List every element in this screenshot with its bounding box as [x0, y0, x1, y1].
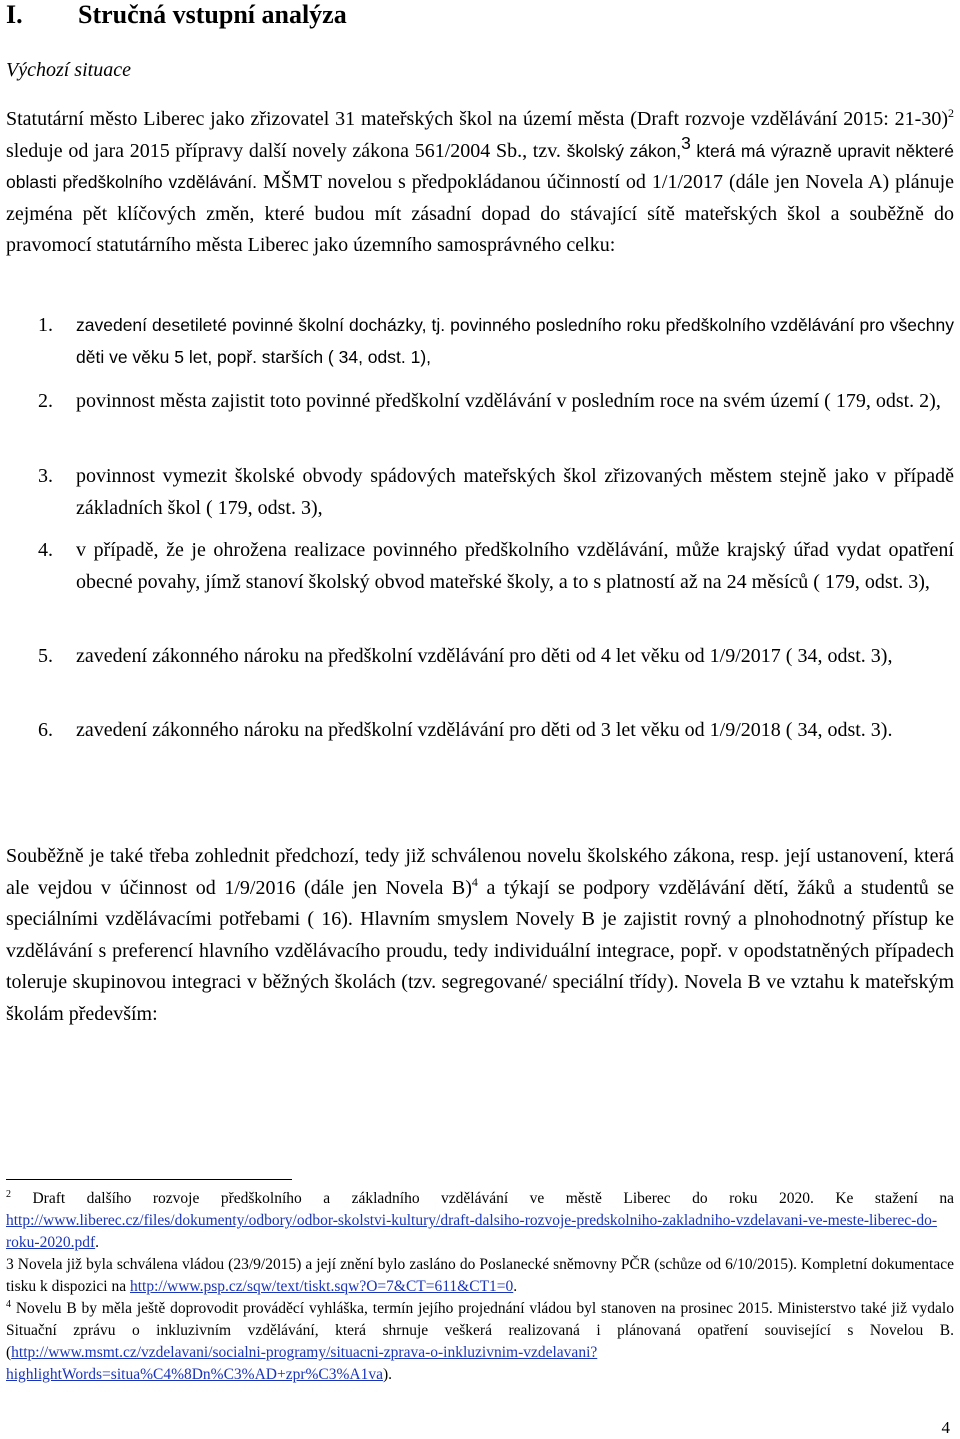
list-item-text: povinnost města zajistit toto povinné předškolní vzdělávání v posledním roce na svém území ( 179, odst. 2), [76, 390, 941, 412]
list-item-text: zavedení zákonného nároku na předškolní vzdělávání pro děti od 3 let věku od 1/9/2018 ( 34, odst. 3). [76, 719, 893, 741]
list-item-number: 6. [38, 719, 53, 741]
list-item-number: 2. [38, 390, 53, 412]
footnote-2-end: . [95, 1234, 99, 1251]
section-number: I. [6, 0, 23, 29]
second-text-1: Souběžně je také třeba zohlednit předchozí, tedy již schválenou novelu školského zákona, resp. její ustanovení, která ale vejdou v účinnost od 1/9/2016 (dále jen Novela B) [6, 845, 954, 899]
list-item-number: 4. [38, 539, 53, 561]
intro-text-1: Statutární město Liberec jako zřizovatel 31 mateřských škol na území města (Draft rozvoje vzdělávání 2015: 21-30) [6, 108, 948, 130]
footnotes [6, 1188, 954, 1386]
intro-paragraph [6, 104, 954, 262]
footnote-separator [6, 1179, 292, 1180]
footnote-4-marker: 4 [6, 1299, 11, 1310]
intro-text-3: školský zákon, [566, 140, 682, 161]
list-item [38, 715, 954, 747]
footnote-4 [6, 1298, 954, 1386]
list-item [38, 535, 954, 598]
footnote-2-marker: 2 [6, 1189, 11, 1200]
list-item-number: 3. [38, 465, 53, 487]
footnote-3-end: . [513, 1278, 518, 1295]
section-heading [6, 0, 347, 30]
footnote-3-link[interactable]: http://www.psp.cz/sqw/text/tiskt.sqw?O=7&CT=611&CT1=0 [130, 1278, 514, 1295]
list-item-number: 1. [38, 314, 53, 336]
list-item [38, 386, 954, 418]
second-paragraph [6, 841, 954, 1030]
list-item-text: v případě, že je ohrožena realizace povinného předškolního vzdělávání, může krajský úřad vydat opatření obecné povahy, jímž stanoví školský obvod mateřské školy, a to s platností až na 24 měsíců ( 179, odst. 3), [76, 539, 954, 593]
footnote-4-link[interactable]: http://www.msmt.cz/vzdelavani/socialni-programy/situacni-zprava-o-inkluzivnim-vzdelavani?highlightWords=situa%C4%8Dn%C3%AD+zpr%C3%A1va [6, 1344, 598, 1383]
footnote-ref-4[interactable]: 4 [471, 874, 478, 889]
footnote-3 [6, 1254, 954, 1298]
footnote-ref-2[interactable]: 2 [948, 106, 954, 120]
intro-text-2: sleduje od jara 2015 přípravy další novely zákona 561/2004 Sb., tzv. [6, 139, 567, 162]
page-number: 4 [941, 1418, 950, 1437]
list-item [38, 310, 954, 373]
section-title: Stručná vstupní analýza [78, 0, 347, 29]
footnote-ref-3[interactable]: 3 [681, 132, 691, 153]
footnote-2-text: Draft dalšího rozvoje předškolního a základního vzdělávání ve městě Liberec do roku 2020. Ke stažení na [11, 1190, 954, 1207]
list-item-text: zavedení desetileté povinné školní docházky, tj. povinného posledního roku předškolního vzdělávání pro všechny děti ve věku 5 let, popř. starších ( 34, odst. 1), [76, 315, 954, 367]
list-item-text: zavedení zákonného nároku na předškolní vzdělávání pro děti od 4 let věku od 1/9/2017 ( 34, odst. 3), [76, 645, 893, 667]
footnote-4-end: ). [383, 1366, 393, 1383]
intro-text-4: která má výrazně upravit některé oblasti předškolního vzdělávání. [6, 140, 954, 192]
footnote-2 [6, 1188, 954, 1254]
subsection-heading: Výchozí situace [6, 59, 131, 81]
list-item-text: povinnost vymezit školské obvody spádových mateřských škol zřizovaných městem stejně jako v případě základních škol ( 179, odst. 3), [76, 465, 954, 519]
list-item [38, 461, 954, 524]
list-item [38, 641, 954, 673]
intro-text-5: MŠMT novelou s předpokládanou účinností od 1/1/2017 (dále jen Novela A) plánuje zejména pět klíčových změn, které budou mít zásadní dopad do stávající sítě mateřských škol a souběžně do pravomocí statutárního města Liberec jako územního samosprávného celku: [6, 171, 955, 256]
footnote-3-text: 3 Novela již byla schválena vládou (23/9/2015) a její znění bylo zasláno do Poslanecké sněmovny PČR (schůze od 6/10/2015). Kompletní dokumentace tisku k dispozici na [6, 1256, 954, 1295]
footnote-2-link[interactable]: http://www.liberec.cz/files/dokumenty/odbory/odbor-skolstvi-kultury/draft-dalsiho-rozvoje-predskolniho-zakladniho-vzdelavani-ve-meste-liberec-do-roku-2020.pdf [6, 1212, 937, 1251]
second-text-2: a týkají se podpory vzdělávání dětí, žáků a studentů se speciálními vzdělávacími potřebami ( 16). Hlavním smyslem Novely B je zajistit rovný a plnohodnotný přístup ke vzdělávání s preferencí hlavního vzdělávacího proudu, tedy individuální integrace, popř. v opodstatněných případech toleruje skupinovou integraci v běžných školách (tzv. segregované/ speciální třídy). Novela B ve vztahu k mateřským školám především: [6, 876, 955, 1025]
list-item-number: 5. [38, 645, 53, 667]
footnote-4-text: Novelu B by měla ještě doprovodit prováděcí vyhláška, termín jejího projednání vládou byl stanoven na prosinec 2015. Ministerstvo také již vydalo Situační zprávu o inkluzivním vzdělávání, která shrnuje veškerá realizovaná i plánovaná opatření související s Novelou B. ( [6, 1300, 954, 1361]
